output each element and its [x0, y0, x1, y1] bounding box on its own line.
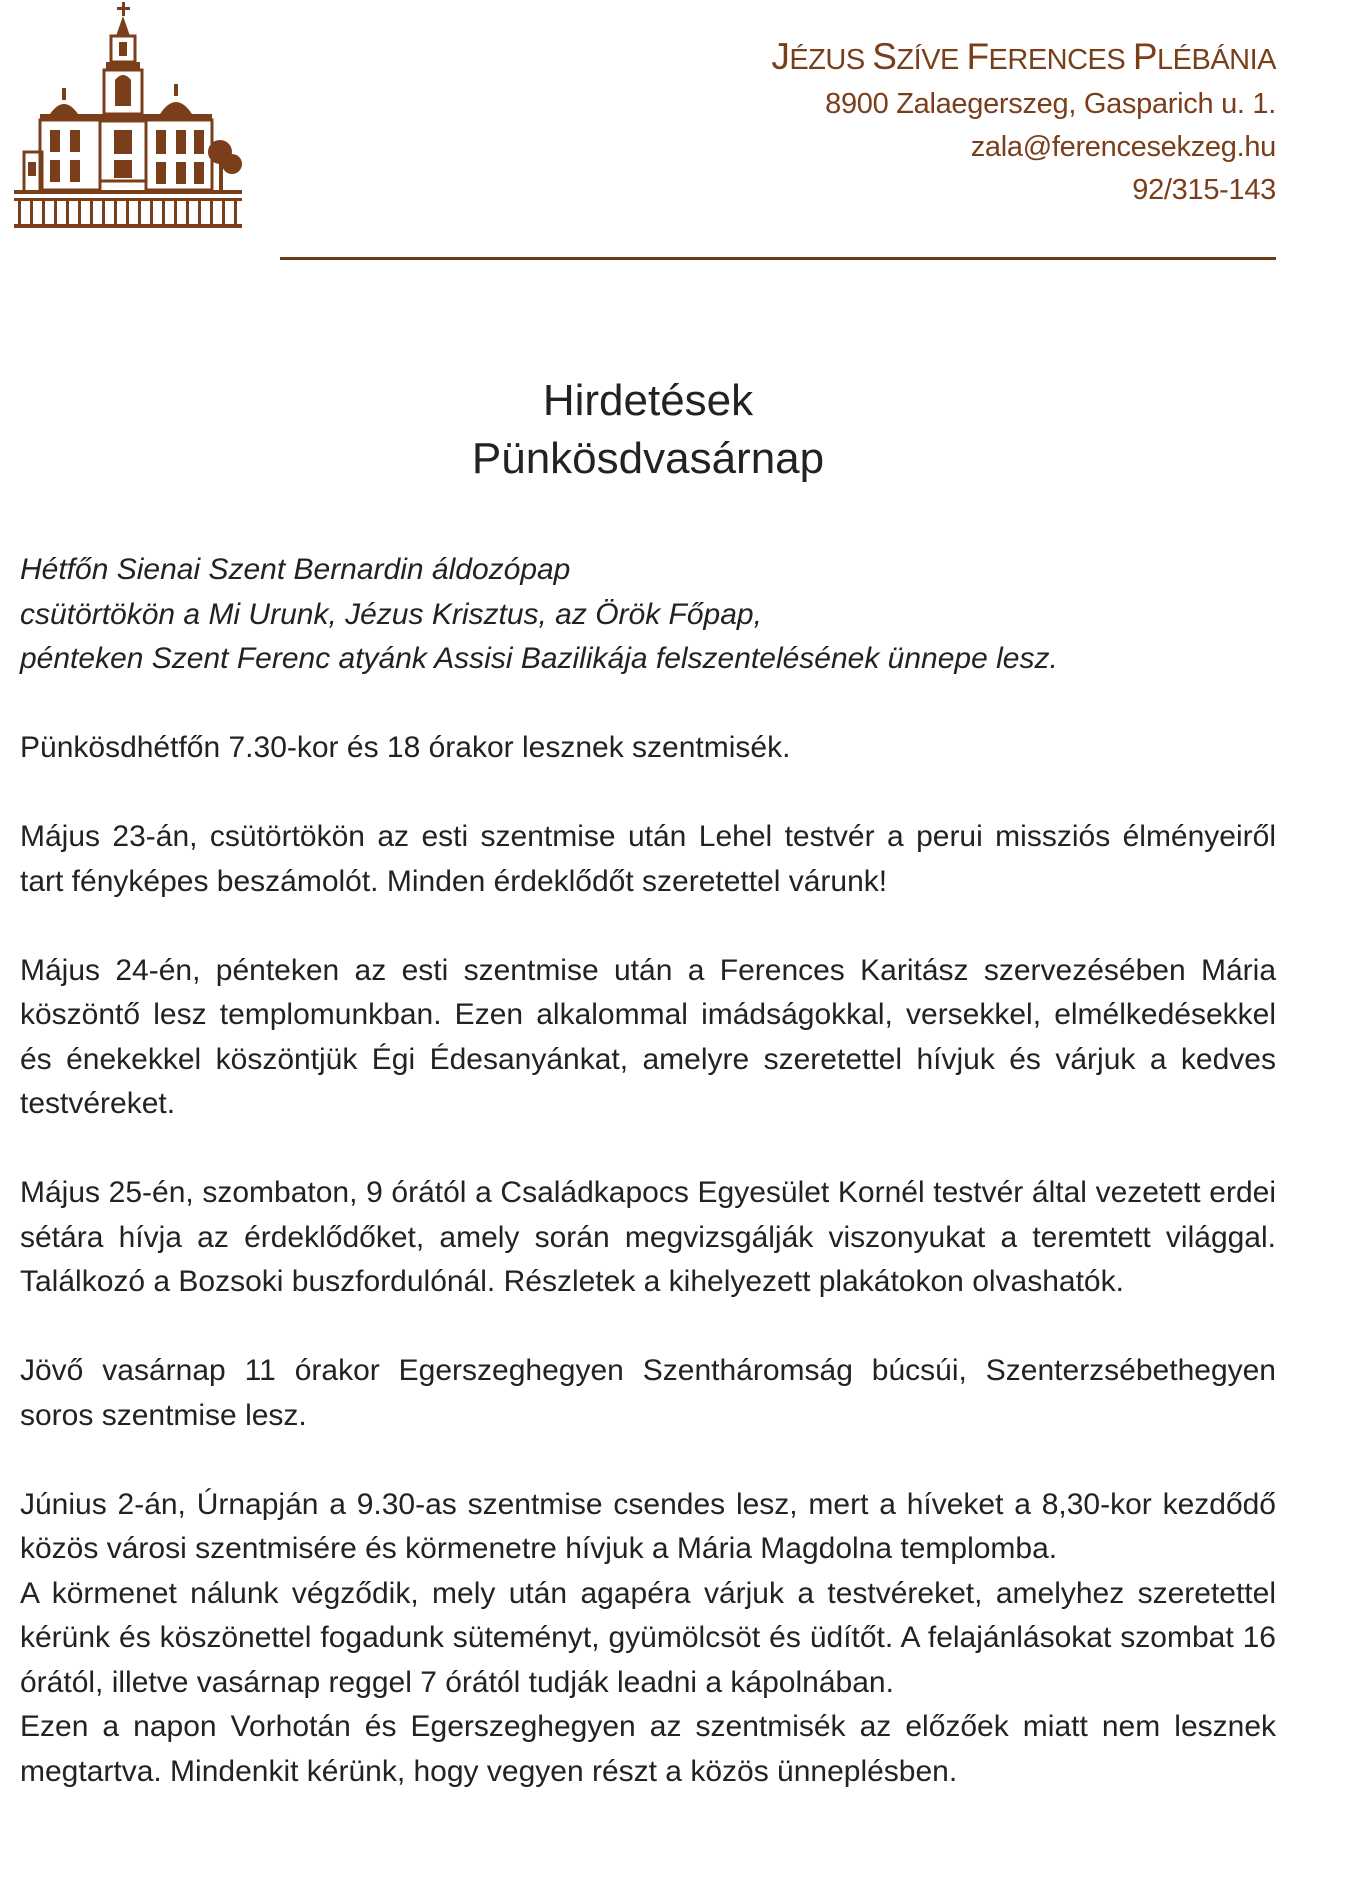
parish-address: 8900 Zalaegerszeg, Gasparich u. 1. — [825, 88, 1276, 120]
announcement-paragraph: Június 2-án, Úrnapján a 9.30-as szentmise csendes lesz, mert a híveket a 8,30-kor kezdődő közös városi szentmisére és körmenetre hívjuk a Mária Magdolna templomba. — [20, 1487, 1276, 1565]
page-titles — [20, 372, 1276, 488]
announcement-paragraph: Ezen a napon Vorhotán és Egerszeghegyen az szentmisék az előzőek miatt nem lesznek megtartva. Mindenkit kérünk, hogy vegyen részt a közös ünneplésben. — [20, 1710, 1276, 1788]
feast-line: pénteken Szent Ferenc atyánk Assisi Bazilikája felszentelésének ünnepe lesz. — [20, 642, 1058, 675]
feast-line: csütörtökön a Mi Urunk, Jézus Krisztus, az Örök Főpap, — [20, 597, 762, 631]
announcements-body — [20, 548, 1276, 1794]
announcement-paragraph: Május 23-án, csütörtökön az esti szentmise után Lehel testvér a perui missziós élményeiről tart fényképes beszámolót. Minden érdeklődőt szeretettel várunk! — [20, 820, 1276, 898]
page-subtitle: Pünkösdvasárnap — [471, 434, 825, 483]
parish-email[interactable]: zala@ferencesekzeg.hu — [970, 131, 1276, 163]
announcement-paragraph: Május 25-én, szombaton, 9 órától a Családkapocs Egyesület Kornél testvér által vezetett erdei sétára hívja az érdeklődőket, amely során megvizsgálják viszonyukat a teremtett világgal. Találkozó a Bozsoki buszfordulónál. Részletek a kihelyezett plakátokon olvashatók. — [20, 1176, 1276, 1298]
announcement-paragraph: Pünkösdhétfőn 7.30-kor és 18 órakor lesznek szentmisék. — [20, 731, 791, 764]
church-logo-icon — [14, 2, 244, 238]
feast-line: Hétfőn Sienai Szent Bernardin áldozópap — [20, 553, 571, 586]
parish-phone: 92/315-143 — [1132, 174, 1276, 206]
header-divider — [280, 257, 1276, 260]
page-title: Hirdetések — [542, 376, 754, 425]
announcement-paragraph: Jövő vasárnap 11 órakor Egerszeghegyen Szentháromság búcsúi, Szenterzsébethegyen soros szentmise lesz. — [20, 1354, 1276, 1432]
announcement-paragraph: Május 24-én, pénteken az esti szentmise után a Ferences Karitász szervezésében Mária köszöntő lesz templomunkban. Ezen alkalommal imádságokkal, versekkel, elmélkedésekkel és énekekkel köszöntjük Égi Édesanyánkat, amelyre szeretettel hívjuk és várjuk a kedves testvéreket. — [20, 953, 1276, 1120]
feast-days — [20, 548, 1276, 682]
announcement-paragraph: A körmenet nálunk végződik, mely után agapéra várjuk a testvéreket, amelyhez szeretettel kérünk és köszönettel fogadunk süteményt, gyümölcsöt és üdítőt. A felajánlásokat szombat 16 órától, illetve vasárnap reggel 7 órától tudják leadni a kápolnában. — [20, 1576, 1276, 1699]
parish-header — [771, 34, 1276, 212]
parish-name: JÉZUS SZÍVE FERENCES PLÉBÁNIA — [771, 36, 1276, 77]
